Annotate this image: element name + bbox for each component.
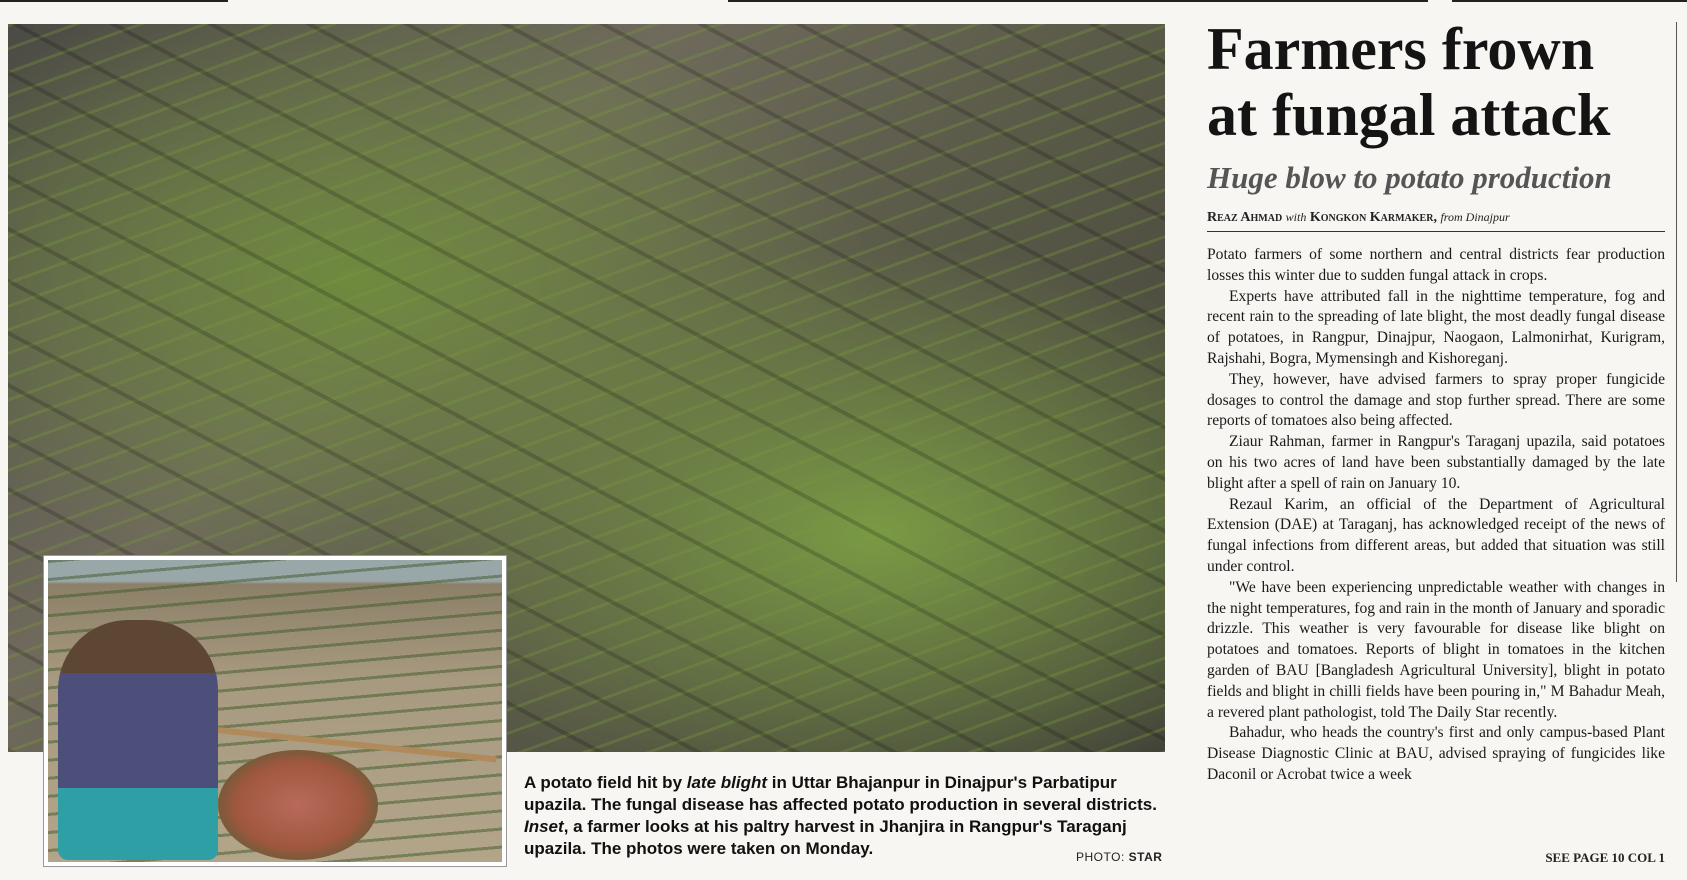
caption-text-2: in Uttar Bhajanpur in Dinajpur's Parbatipur upazila. The fungal disease has affected potato production in several districts. (524, 773, 1157, 814)
paragraph: They, however, have advised farmers to spray proper fungicide dosages to control the damage and stop further spread. There are some reports of tomatoes also being affected. (1207, 370, 1665, 430)
inset-potato-basket (218, 750, 378, 860)
inset-photo-farmer (44, 556, 506, 866)
caption-italic-2: Inset (524, 817, 564, 836)
subheadline: Huge blow to potato production (1207, 160, 1612, 195)
caption-italic-1: late blight (686, 773, 768, 792)
article-body (1207, 245, 1665, 843)
photo-credit-source: STAR (1128, 850, 1163, 864)
top-rule-right (1452, 0, 1687, 2)
photo-credit (1076, 850, 1162, 864)
column-rule (1676, 22, 1677, 582)
top-rule-left (0, 0, 228, 2)
byline (1207, 210, 1665, 232)
paragraph: Experts have attributed fall in the nighttime temperature, fog and recent rain to the spreading of late blight, the most deadly fungal disease of potatoes, in Rangpur, Dinajpur, Naogaon, Lalmonirhat, Kurigram, Rajshahi, Bogra, Mymensingh and Kishoreganj. (1207, 287, 1665, 367)
photo-credit-label: PHOTO: (1076, 850, 1125, 864)
top-rule-middle (728, 0, 1428, 2)
byline-author-1: Reaz Ahmad (1207, 210, 1283, 225)
paragraph: Ziaur Rahman, farmer in Rangpur's Taraganj upazila, said potatoes on his two acres of land have been substantially damaged by the late blight after a spell of rain on January 10. (1207, 433, 1665, 492)
inset-stick (198, 725, 497, 762)
headline (1207, 16, 1677, 148)
paragraph: Bahadur, who heads the country's first and only campus-based Plant Disease Diagnostic Clinic at BAU, advised spraying of fungicides like Daconil or Acrobat twice a week (1207, 724, 1665, 783)
byline-with: with (1285, 210, 1307, 224)
photo-caption (524, 772, 1164, 860)
headline-line-1: Farmers frown (1207, 16, 1595, 82)
paragraph: Rezaul Karim, an official of the Department of Agricultural Extension (DAE) at Taraganj, has acknowledged receipt of the news of fungal infections from different areas, but added that situation was still under control. (1207, 495, 1665, 575)
paragraph: "We have been experiencing unpredictable weather with changes in the night temperatures, fog and rain in the month of January and sporadic drizzle. This weather is very favourable for disease like blight on potatoes and tomatoes. Reports of blight in tomatoes in the kitchen garden of BAU [Bangladesh Agricultural University], blight in potato fields and blight in chilli fields have been pouring in," M Bahadur Meah, a revered plant pathologist, told The Daily Star recently. (1207, 578, 1665, 721)
caption-text-3: , a farmer looks at his paltry harvest in Jhanjira in Rangpur's Taraganj upazila. The photos were taken on Monday. (524, 817, 1127, 858)
continuation-jump: SEE PAGE 10 COL 1 (1545, 850, 1665, 865)
byline-author-2: Kongkon Karmaker, (1309, 210, 1437, 225)
inset-farmer-figure (58, 620, 218, 860)
caption-text-1: A potato field hit by (524, 773, 687, 792)
paragraph: Potato farmers of some northern and central districts fear production losses this winter due to sudden fungal attack in crops. (1207, 246, 1665, 284)
byline-location: from Dinajpur (1440, 210, 1510, 224)
headline-line-2: at fungal attack (1207, 82, 1611, 148)
